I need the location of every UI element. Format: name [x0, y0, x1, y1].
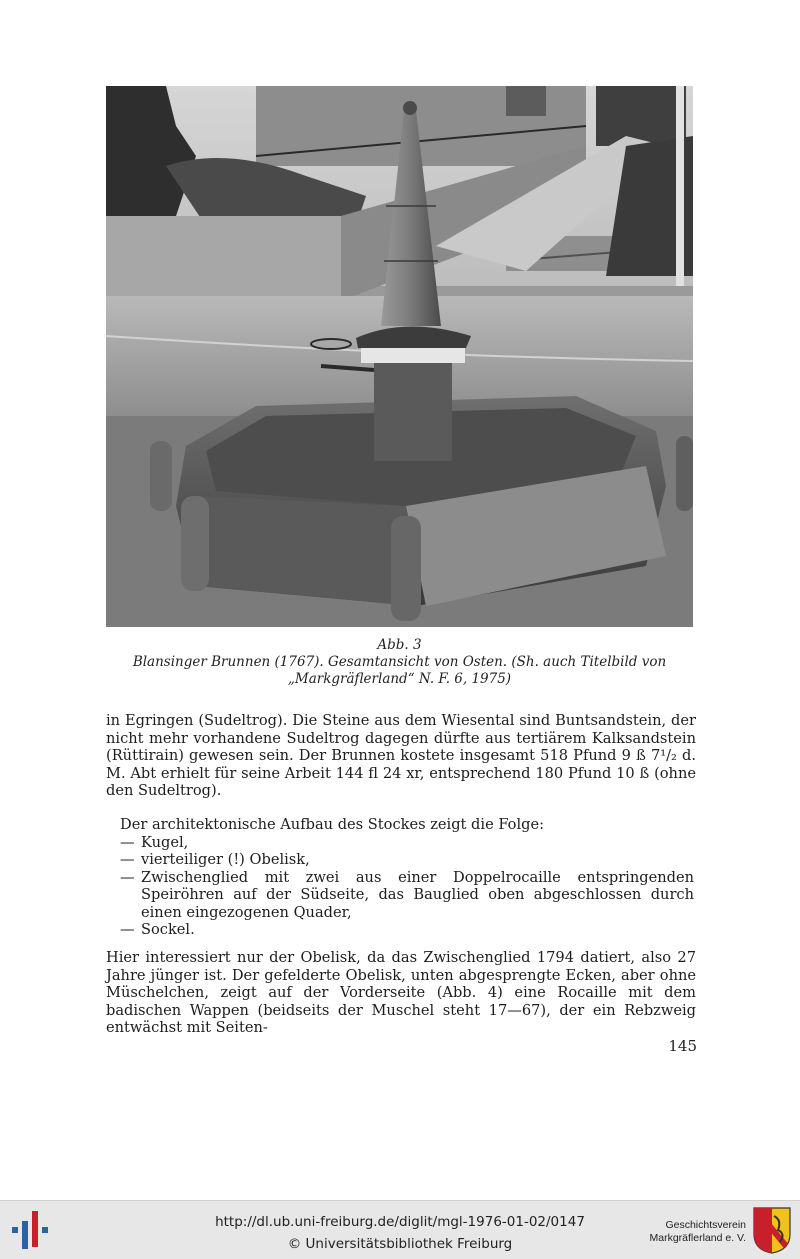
structure-list-block [106, 816, 696, 939]
structure-list [106, 834, 696, 939]
org-name-line-2: Markgräflerland e. V. [649, 1232, 746, 1244]
paragraph-1: in Egringen (Sudeltrog). Die Steine aus dem Wiesental sind Buntsandstein, der nicht mehr vorhandene Sudeltrog dagegen dürfte aus tertiärem Kalksandstein (Rüttirain) gewesen sein. Der Brunnen kostete insgesamt 518 Pfund 9 ß 7¹/₂ d. M. Abt erhielt für seine Arbeit 144 fl 24 xr, entsprechend 180 Pfund 10 ß (ohne den Sudeltrog). [106, 712, 696, 799]
list-item: — Zwischenglied mit zwei aus einer Doppelrocaille entspringenden Speiröhren auf der Südseite, das Bauglied oben abgeschlossen durch einen eingezogenen Quader, [106, 869, 696, 922]
list-item: — Kugel, [106, 834, 696, 852]
ub-freiburg-logo-icon[interactable] [10, 1209, 52, 1253]
list-item: — vierteiliger (!) Obelisk, [106, 851, 696, 869]
list-intro: Der architektonische Aufbau des Stockes zeigt die Folge: [120, 816, 545, 833]
figure-caption [106, 637, 693, 688]
coat-of-arms-icon [752, 1206, 792, 1255]
footer-copyright: © Universitätsbibliothek Freiburg [287, 1236, 513, 1252]
list-item: — Sockel. [106, 921, 696, 939]
footer-bar [0, 1200, 800, 1259]
fountain-photo-illustration [106, 86, 693, 627]
caption-line-1: Blansinger Brunnen (1767). Gesamtansicht von Osten. (Sh. auch Titelbild von [132, 654, 667, 670]
footer-organization [610, 1219, 746, 1245]
paragraph-3: Hier interessiert nur der Obelisk, da das Zwischenglied 1794 datiert, also 27 Jahre jünger ist. Der gefelderte Obelisk, unten abgesprengte Ecken, aber ohne Müschelchen, zeigt auf der Vorderseite (Abb. 4) eine Rocaille mit dem badischen Wappen (beidseits der Muschel steht 17—67), der ein Rebzweig entwächst mit Seiten- [106, 949, 696, 1036]
org-name-line-1: Geschichtsverein [665, 1219, 746, 1231]
fountain-photograph [106, 86, 693, 627]
caption-line-2: „Markgräflerland“ N. F. 6, 1975) [287, 671, 512, 687]
page-number: 145 [668, 1037, 697, 1055]
caption-label: Abb. 3 [377, 637, 422, 653]
footer-url-link[interactable]: http://dl.ub.uni-freiburg.de/diglit/mgl-1976-01-02/0147 [215, 1214, 585, 1230]
